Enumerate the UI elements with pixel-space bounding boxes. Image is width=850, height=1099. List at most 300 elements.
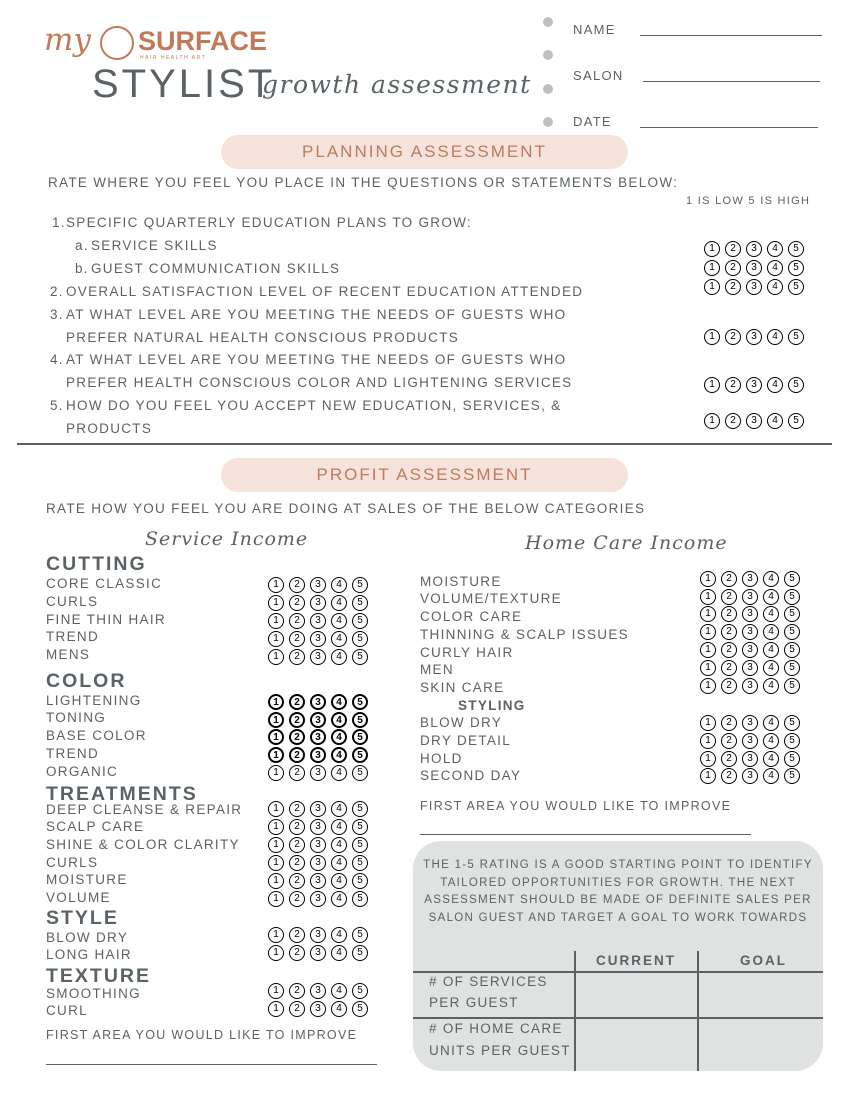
rating-row[interactable] — [704, 377, 804, 393]
treatments-item: SCALP CARE — [46, 819, 145, 834]
styling-heading: STYLING — [458, 698, 526, 713]
rating-option[interactable]: 2 — [289, 729, 305, 745]
rating-option[interactable]: 2 — [289, 873, 305, 889]
section-divider — [17, 443, 832, 445]
scale-note: 1 IS LOW 5 IS HIGH — [686, 195, 811, 207]
rating-option[interactable]: 1 — [704, 260, 720, 276]
rating-row[interactable] — [704, 279, 804, 295]
rating-option[interactable]: 2 — [721, 660, 737, 676]
q5-number: 5. — [50, 398, 64, 413]
rating-option[interactable]: 2 — [289, 595, 305, 611]
rating-option[interactable]: 3 — [742, 589, 758, 605]
rating-option[interactable]: 2 — [289, 631, 305, 647]
rating-option[interactable]: 3 — [310, 765, 326, 781]
rating-option[interactable]: 5 — [352, 765, 368, 781]
rating-option[interactable]: 3 — [746, 279, 762, 295]
rating-option[interactable]: 4 — [331, 945, 347, 961]
rating-option[interactable]: 4 — [331, 747, 347, 763]
rating-option[interactable]: 2 — [289, 765, 305, 781]
rating-option[interactable]: 3 — [746, 413, 762, 429]
rating-option[interactable]: 4 — [767, 241, 783, 257]
rating-option[interactable]: 1 — [700, 768, 716, 784]
rating-option[interactable]: 4 — [331, 1001, 347, 1017]
rating-option[interactable]: 1 — [268, 694, 284, 710]
table-divider — [413, 971, 823, 973]
q4-text: AT WHAT LEVEL ARE YOU MEETING THE NEEDS OF GUESTS WHO — [66, 352, 567, 367]
rating-option[interactable]: 1 — [268, 873, 284, 889]
rating-option[interactable]: 4 — [763, 589, 779, 605]
rating-option[interactable]: 5 — [352, 631, 368, 647]
date-label: DATE — [573, 114, 612, 129]
rating-row[interactable] — [268, 837, 368, 853]
rating-option[interactable]: 3 — [310, 891, 326, 907]
rating-option[interactable]: 5 — [784, 571, 800, 587]
rating-option[interactable]: 3 — [742, 678, 758, 694]
rating-option[interactable]: 1 — [268, 837, 284, 853]
rating-option[interactable]: 5 — [352, 927, 368, 943]
rating-option[interactable]: 1 — [704, 279, 720, 295]
rating-option[interactable]: 2 — [721, 751, 737, 767]
rating-option[interactable]: 4 — [331, 891, 347, 907]
rating-option[interactable]: 5 — [352, 747, 368, 763]
texture-heading: TEXTURE — [46, 965, 152, 987]
rating-row[interactable] — [268, 613, 368, 629]
q2-number: 2. — [50, 284, 64, 299]
treatments-item: DEEP CLEANSE & REPAIR — [46, 802, 243, 817]
table-divider — [697, 951, 699, 1071]
home-care-item: MEN — [420, 662, 454, 677]
rating-option[interactable]: 5 — [352, 855, 368, 871]
salon-label: SALON — [573, 68, 624, 83]
goal-services-cell[interactable] — [701, 975, 819, 1015]
rating-option[interactable]: 3 — [310, 595, 326, 611]
rating-option[interactable]: 5 — [784, 606, 800, 622]
row-label: PER GUEST — [429, 995, 519, 1010]
rating-option[interactable]: 1 — [704, 329, 720, 345]
rating-option[interactable]: 1 — [268, 595, 284, 611]
rating-option[interactable]: 1 — [700, 589, 716, 605]
rating-option[interactable]: 4 — [331, 837, 347, 853]
rating-option[interactable]: 4 — [763, 624, 779, 640]
home-care-item: VOLUME/TEXTURE — [420, 591, 562, 606]
rating-option[interactable]: 1 — [700, 571, 716, 587]
rating-option[interactable]: 4 — [331, 801, 347, 817]
rating-option[interactable]: 2 — [289, 819, 305, 835]
rating-option[interactable]: 3 — [310, 613, 326, 629]
rating-row[interactable] — [700, 678, 800, 694]
rating-option[interactable]: 4 — [331, 694, 347, 710]
styling-item: HOLD — [420, 751, 463, 766]
rating-option[interactable]: 1 — [268, 927, 284, 943]
treatments-heading: TREATMENTS — [46, 783, 198, 805]
service-income-heading: Service Income — [145, 528, 309, 550]
rating-option[interactable]: 5 — [352, 1001, 368, 1017]
rating-option[interactable]: 4 — [331, 729, 347, 745]
rating-row[interactable] — [700, 733, 800, 749]
rating-option[interactable]: 4 — [331, 873, 347, 889]
rating-option[interactable]: 3 — [310, 1001, 326, 1017]
rating-option[interactable]: 2 — [721, 733, 737, 749]
rating-option[interactable]: 2 — [721, 571, 737, 587]
name-field[interactable] — [640, 35, 822, 36]
rating-option[interactable]: 5 — [352, 945, 368, 961]
improve-left-field[interactable] — [46, 1064, 377, 1065]
rating-row[interactable] — [268, 694, 368, 710]
rating-row[interactable] — [704, 241, 804, 257]
rating-option[interactable]: 2 — [721, 768, 737, 784]
rating-option[interactable]: 2 — [725, 260, 741, 276]
color-item: TREND — [46, 746, 99, 761]
rating-option[interactable]: 5 — [352, 891, 368, 907]
rating-row[interactable] — [268, 649, 368, 665]
brand-surface: SURFACE — [138, 26, 268, 56]
q3-text-cont: PREFER NATURAL HEALTH CONSCIOUS PRODUCTS — [66, 330, 460, 345]
rating-option[interactable]: 2 — [721, 715, 737, 731]
rating-option[interactable]: 3 — [310, 983, 326, 999]
bullet-dot-icon — [543, 17, 553, 27]
rating-option[interactable]: 3 — [310, 577, 326, 593]
rating-option[interactable]: 5 — [352, 819, 368, 835]
goal-homecare-cell[interactable] — [701, 1021, 819, 1067]
rating-option[interactable]: 4 — [763, 660, 779, 676]
q3-number: 3. — [50, 307, 64, 322]
rating-option[interactable]: 3 — [742, 624, 758, 640]
rating-option[interactable]: 5 — [784, 642, 800, 658]
rating-option[interactable]: 2 — [289, 945, 305, 961]
improve-right-label: FIRST AREA YOU WOULD LIKE TO IMPROVE — [420, 799, 732, 813]
rating-option[interactable]: 2 — [721, 606, 737, 622]
rating-option[interactable]: 3 — [310, 819, 326, 835]
rating-row[interactable] — [268, 819, 368, 835]
rating-option[interactable]: 3 — [310, 855, 326, 871]
row-label: UNITS PER GUEST — [429, 1043, 571, 1058]
rating-option[interactable]: 1 — [704, 377, 720, 393]
rating-option[interactable]: 3 — [742, 751, 758, 767]
rating-option[interactable]: 5 — [352, 577, 368, 593]
rating-option[interactable]: 2 — [725, 279, 741, 295]
rating-option[interactable]: 2 — [725, 413, 741, 429]
rating-option[interactable]: 5 — [784, 715, 800, 731]
rating-option[interactable]: 2 — [725, 241, 741, 257]
rating-option[interactable]: 5 — [784, 768, 800, 784]
rating-option[interactable]: 1 — [268, 891, 284, 907]
rating-option[interactable]: 1 — [700, 733, 716, 749]
rating-row[interactable] — [268, 983, 368, 999]
rating-row[interactable] — [700, 606, 800, 622]
rating-option[interactable]: 4 — [331, 613, 347, 629]
rating-option[interactable]: 4 — [763, 606, 779, 622]
rating-row[interactable] — [268, 712, 368, 728]
styling-item: SECOND DAY — [420, 768, 522, 783]
rating-option[interactable]: 5 — [352, 613, 368, 629]
planning-instruction: RATE WHERE YOU FEEL YOU PLACE IN THE QUESTIONS OR STATEMENTS BELOW: — [48, 175, 679, 190]
rating-option[interactable]: 2 — [289, 712, 305, 728]
rating-option[interactable]: 2 — [289, 1001, 305, 1017]
style-item: LONG HAIR — [46, 947, 132, 962]
rating-option[interactable]: 4 — [763, 715, 779, 731]
rating-option[interactable]: 5 — [784, 624, 800, 640]
brand-tagline: HAIR HEALTH ART — [140, 55, 207, 61]
q1-text: SPECIFIC QUARTERLY EDUCATION PLANS TO GROW: — [66, 215, 472, 230]
brand-seal-icon — [100, 26, 134, 60]
styling-item: BLOW DRY — [420, 715, 503, 730]
rating-option[interactable]: 2 — [289, 855, 305, 871]
home-care-item: THINNING & SCALP ISSUES — [420, 627, 629, 642]
rating-option[interactable]: 3 — [742, 733, 758, 749]
rating-option[interactable]: 3 — [310, 631, 326, 647]
rating-row[interactable] — [268, 927, 368, 943]
row-label: # OF SERVICES — [429, 974, 548, 989]
rating-option[interactable]: 3 — [746, 329, 762, 345]
rating-option[interactable]: 1 — [268, 855, 284, 871]
color-item: LIGHTENING — [46, 693, 142, 708]
rating-option[interactable]: 4 — [331, 927, 347, 943]
texture-item: SMOOTHING — [46, 986, 141, 1001]
q4-text-cont: PREFER HEALTH CONSCIOUS COLOR AND LIGHTENING SERVICES — [66, 375, 573, 390]
rating-option[interactable]: 4 — [763, 571, 779, 587]
rating-option[interactable]: 5 — [788, 377, 804, 393]
rating-option[interactable]: 4 — [763, 751, 779, 767]
rating-option[interactable]: 1 — [700, 660, 716, 676]
rating-row[interactable] — [700, 715, 800, 731]
name-label: NAME — [573, 22, 616, 37]
rating-option[interactable]: 3 — [310, 837, 326, 853]
rating-option[interactable]: 3 — [310, 729, 326, 745]
rating-option[interactable]: 5 — [352, 983, 368, 999]
current-homecare-cell[interactable] — [578, 1021, 695, 1067]
rating-option[interactable]: 1 — [268, 801, 284, 817]
rating-option[interactable]: 2 — [289, 983, 305, 999]
rating-option[interactable]: 1 — [268, 729, 284, 745]
rating-row[interactable] — [268, 577, 368, 593]
rating-option[interactable]: 5 — [788, 241, 804, 257]
rating-row[interactable] — [704, 413, 804, 429]
q1a-number: a. — [75, 238, 89, 253]
rating-row[interactable] — [268, 945, 368, 961]
rating-option[interactable]: 1 — [700, 642, 716, 658]
q3-text: AT WHAT LEVEL ARE YOU MEETING THE NEEDS OF GUESTS WHO — [66, 307, 567, 322]
home-care-item: COLOR CARE — [420, 609, 523, 624]
rating-option[interactable]: 1 — [700, 606, 716, 622]
rating-option[interactable]: 5 — [788, 279, 804, 295]
rating-option[interactable]: 4 — [331, 649, 347, 665]
styling-item: DRY DETAIL — [420, 733, 512, 748]
rating-row[interactable] — [268, 765, 368, 781]
rating-option[interactable]: 1 — [268, 577, 284, 593]
rating-option[interactable]: 4 — [767, 260, 783, 276]
rating-option[interactable]: 2 — [289, 649, 305, 665]
rating-row[interactable] — [268, 595, 368, 611]
rating-option[interactable]: 1 — [700, 715, 716, 731]
rating-option[interactable]: 2 — [289, 747, 305, 763]
texture-item: CURL — [46, 1003, 88, 1018]
rating-option[interactable]: 5 — [788, 260, 804, 276]
rating-option[interactable]: 3 — [310, 945, 326, 961]
rating-row[interactable] — [704, 329, 804, 345]
rating-row[interactable] — [268, 1001, 368, 1017]
rating-option[interactable]: 3 — [742, 606, 758, 622]
treatments-item: VOLUME — [46, 890, 111, 905]
rating-option[interactable]: 1 — [704, 241, 720, 257]
rating-row[interactable] — [268, 631, 368, 647]
rating-option[interactable]: 5 — [784, 660, 800, 676]
rating-row[interactable] — [268, 747, 368, 763]
rating-option[interactable]: 2 — [721, 624, 737, 640]
rating-option[interactable]: 1 — [268, 613, 284, 629]
q1b-text: GUEST COMMUNICATION SKILLS — [91, 261, 341, 276]
rating-row[interactable] — [700, 768, 800, 784]
rating-option[interactable]: 3 — [746, 241, 762, 257]
rating-option[interactable]: 3 — [310, 694, 326, 710]
rating-option[interactable]: 4 — [331, 819, 347, 835]
rating-row[interactable] — [268, 855, 368, 871]
title-growth-assessment: growth assessment — [262, 70, 532, 99]
home-care-item: SKIN CARE — [420, 680, 505, 695]
rating-option[interactable]: 1 — [268, 712, 284, 728]
rating-option[interactable]: 4 — [767, 329, 783, 345]
rating-option[interactable]: 5 — [352, 649, 368, 665]
rating-option[interactable]: 4 — [763, 733, 779, 749]
rating-option[interactable]: 5 — [352, 729, 368, 745]
rating-option[interactable]: 4 — [331, 855, 347, 871]
rating-option[interactable]: 2 — [289, 891, 305, 907]
cutting-item: TREND — [46, 629, 99, 644]
rating-option[interactable]: 2 — [725, 329, 741, 345]
rating-option[interactable]: 4 — [763, 678, 779, 694]
rating-option[interactable]: 3 — [310, 927, 326, 943]
rating-option[interactable]: 3 — [742, 715, 758, 731]
current-header: CURRENT — [596, 953, 676, 968]
style-item: BLOW DRY — [46, 930, 129, 945]
rating-option[interactable]: 1 — [700, 751, 716, 767]
rating-option[interactable]: 5 — [352, 595, 368, 611]
rating-option[interactable]: 3 — [742, 642, 758, 658]
rating-row[interactable] — [268, 801, 368, 817]
rating-option[interactable]: 5 — [784, 589, 800, 605]
rating-option[interactable]: 1 — [268, 765, 284, 781]
rating-row[interactable] — [700, 642, 800, 658]
rating-option[interactable]: 4 — [767, 279, 783, 295]
rating-option[interactable]: 5 — [788, 413, 804, 429]
treatments-item: SHINE & COLOR CLARITY — [46, 837, 240, 852]
rating-row[interactable] — [700, 751, 800, 767]
rating-row[interactable] — [700, 660, 800, 676]
treatments-item: MOISTURE — [46, 872, 128, 887]
rating-option[interactable]: 3 — [310, 649, 326, 665]
rating-option[interactable]: 4 — [767, 413, 783, 429]
rating-option[interactable]: 1 — [704, 413, 720, 429]
current-services-cell[interactable] — [578, 975, 695, 1015]
rating-row[interactable] — [268, 729, 368, 745]
rating-option[interactable]: 1 — [268, 1001, 284, 1017]
improve-right-field[interactable] — [420, 834, 751, 835]
rating-option[interactable]: 5 — [352, 712, 368, 728]
goal-header: GOAL — [740, 953, 787, 968]
rating-option[interactable]: 1 — [268, 649, 284, 665]
rating-option[interactable]: 5 — [784, 751, 800, 767]
rating-option[interactable]: 1 — [700, 678, 716, 694]
rating-option[interactable]: 1 — [700, 624, 716, 640]
color-heading: COLOR — [46, 670, 127, 692]
rating-option[interactable]: 1 — [268, 747, 284, 763]
rating-option[interactable]: 3 — [310, 747, 326, 763]
rating-option[interactable]: 2 — [289, 927, 305, 943]
date-field[interactable] — [640, 127, 818, 128]
rating-option[interactable]: 1 — [268, 983, 284, 999]
rating-option[interactable]: 3 — [742, 768, 758, 784]
rating-option[interactable]: 5 — [352, 801, 368, 817]
rating-option[interactable]: 3 — [742, 571, 758, 587]
rating-row[interactable] — [268, 873, 368, 889]
rating-option[interactable]: 1 — [268, 945, 284, 961]
rating-option[interactable]: 4 — [767, 377, 783, 393]
rating-option[interactable]: 3 — [742, 660, 758, 676]
rating-option[interactable]: 4 — [331, 631, 347, 647]
rating-option[interactable]: 2 — [721, 678, 737, 694]
rating-row[interactable] — [700, 589, 800, 605]
q1b-number: b. — [75, 261, 89, 276]
rating-option[interactable]: 5 — [784, 678, 800, 694]
rating-option[interactable]: 2 — [289, 694, 305, 710]
rating-option[interactable]: 5 — [352, 873, 368, 889]
table-divider — [413, 1017, 823, 1019]
rating-option[interactable]: 4 — [331, 765, 347, 781]
q5-text: HOW DO YOU FEEL YOU ACCEPT NEW EDUCATION, SERVICES, & — [66, 398, 562, 413]
rating-option[interactable]: 4 — [331, 595, 347, 611]
q1a-text: SERVICE SKILLS — [91, 238, 218, 253]
rating-option[interactable]: 2 — [289, 613, 305, 629]
rating-option[interactable]: 4 — [331, 712, 347, 728]
rating-option[interactable]: 2 — [721, 642, 737, 658]
rating-option[interactable]: 5 — [784, 733, 800, 749]
q2-text: OVERALL SATISFACTION LEVEL OF RECENT EDUCATION ATTENDED — [66, 284, 584, 299]
q1-number: 1. — [52, 215, 66, 230]
rating-row[interactable] — [268, 891, 368, 907]
rating-option[interactable]: 5 — [352, 837, 368, 853]
rating-option[interactable]: 3 — [746, 377, 762, 393]
brand-my: my — [44, 22, 91, 58]
rating-option[interactable]: 4 — [763, 642, 779, 658]
rating-option[interactable]: 2 — [289, 801, 305, 817]
bullet-dot-icon — [543, 84, 553, 94]
rating-option[interactable]: 3 — [310, 801, 326, 817]
rating-option[interactable]: 2 — [289, 577, 305, 593]
rating-option[interactable]: 2 — [289, 837, 305, 853]
profit-title: PROFIT ASSESSMENT — [221, 458, 628, 492]
salon-field[interactable] — [643, 81, 820, 82]
rating-option[interactable]: 5 — [788, 329, 804, 345]
rating-option[interactable]: 2 — [721, 589, 737, 605]
cutting-item: CURLS — [46, 594, 99, 609]
rating-option[interactable]: 3 — [746, 260, 762, 276]
rating-row[interactable] — [700, 571, 800, 587]
rating-option[interactable]: 4 — [763, 768, 779, 784]
rating-option[interactable]: 4 — [331, 983, 347, 999]
rating-row[interactable] — [700, 624, 800, 640]
title-stylist: STYLIST — [92, 62, 276, 106]
rating-option[interactable]: 5 — [352, 694, 368, 710]
rating-option[interactable]: 3 — [310, 873, 326, 889]
color-item: ORGANIC — [46, 764, 119, 779]
rating-option[interactable]: 2 — [725, 377, 741, 393]
home-care-item: MOISTURE — [420, 574, 502, 589]
rating-option[interactable]: 4 — [331, 577, 347, 593]
rating-option[interactable]: 1 — [268, 819, 284, 835]
rating-option[interactable]: 3 — [310, 712, 326, 728]
rating-row[interactable] — [704, 260, 804, 276]
planning-title: PLANNING ASSESSMENT — [221, 135, 628, 169]
rating-option[interactable]: 1 — [268, 631, 284, 647]
